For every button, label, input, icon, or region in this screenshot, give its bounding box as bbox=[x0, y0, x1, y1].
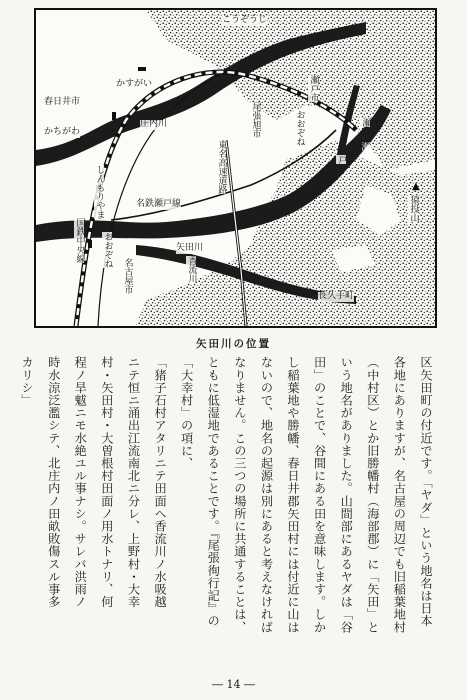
mountain-icon: ▲ bbox=[412, 181, 420, 192]
text-column: いう地名がありました。山間部にあるヤダは「谷 bbox=[339, 356, 354, 634]
label-chuo-line: 国鉄中央線 bbox=[74, 218, 85, 263]
text-column: し稲葉地や勝幡、春日井郡矢田村には付近に山は bbox=[286, 356, 301, 634]
quote-column: 程ノ旱魃ニモ水絶ユル事ナシ。サレバ洪雨ノ bbox=[73, 356, 88, 608]
label-meitetsu-seto: 名鉄瀬戸線 bbox=[136, 199, 182, 209]
label-shinmoriyama: しんもりやま bbox=[94, 165, 105, 219]
yada-river-map bbox=[34, 8, 437, 328]
label-kori-river: 香流川 bbox=[186, 256, 197, 283]
vertical-body-text bbox=[14, 356, 440, 648]
label-ozone: おおぞね bbox=[102, 232, 113, 268]
quote-column: カリシ」 bbox=[20, 356, 35, 407]
label-nagoya-city: 名古屋市 bbox=[122, 258, 133, 294]
quote-column: 「猪子石村アタリニテ田面ヘ香流川ノ水吸越 bbox=[153, 356, 168, 608]
text-column: （中村区）とか旧勝幡村（海部郡）に「矢田」と bbox=[365, 356, 380, 634]
label-kasugai-city: 春日井市 bbox=[44, 97, 81, 107]
label-yada-river: 矢田川 bbox=[176, 243, 204, 253]
text-column: 各地にありますが、名古屋の周辺でも旧稲葉地村 bbox=[392, 356, 407, 634]
label-owari-asahi: 尾張旭市 bbox=[250, 102, 261, 138]
label-kasugai-station: かすがい bbox=[116, 79, 153, 89]
label-seto-city: 瀬戸市 bbox=[308, 75, 319, 102]
text-column: 区矢田町の付近です。「ヤダ」という地名は日本 bbox=[419, 356, 433, 628]
label-nagakute: 長久手町 bbox=[318, 291, 355, 301]
label-to-char: 戸 bbox=[336, 155, 347, 164]
label-tomei-expressway: 東名高速道路 bbox=[216, 140, 227, 194]
text-column: ともに低湿地であることです。『尾張徇行記』の bbox=[206, 356, 221, 628]
quote-column: 時水涼泛濫シテ、北庄内ノ田畝敗傷スル事多 bbox=[46, 356, 61, 608]
label-seto-river: 瀬戸川 bbox=[359, 142, 370, 169]
map-caption: 矢田川の位置 bbox=[196, 338, 271, 350]
label-kozoji: こうぞうじ bbox=[222, 15, 268, 25]
label-kachigawa: かちがわ bbox=[44, 127, 81, 137]
text-column: 田」のことで、谷間にある田を意味します。しか bbox=[312, 356, 327, 634]
label-seto-char: 瀬 bbox=[360, 118, 371, 127]
quote-column: 村・矢田村・大曽根村田面ノ用水トナリ、何 bbox=[99, 356, 114, 608]
label-sanage-mountain: 猿投山 bbox=[408, 195, 419, 222]
page-number: ― 14 ― bbox=[212, 678, 255, 691]
label-shonai-river: 庄内川 bbox=[140, 119, 168, 129]
label-ozone-east: おおぞね bbox=[294, 110, 305, 146]
text-column: ないので、地名の起源は別にあると考えなければ bbox=[259, 356, 274, 634]
text-column: なりません。この三つの場所に共通することは、 bbox=[232, 356, 247, 634]
quote-column: ニテ恒ニ涌出江流南北ニ分レ、上野村・大幸 bbox=[126, 356, 141, 608]
text-column: 「大幸村」の項に、 bbox=[179, 356, 194, 470]
